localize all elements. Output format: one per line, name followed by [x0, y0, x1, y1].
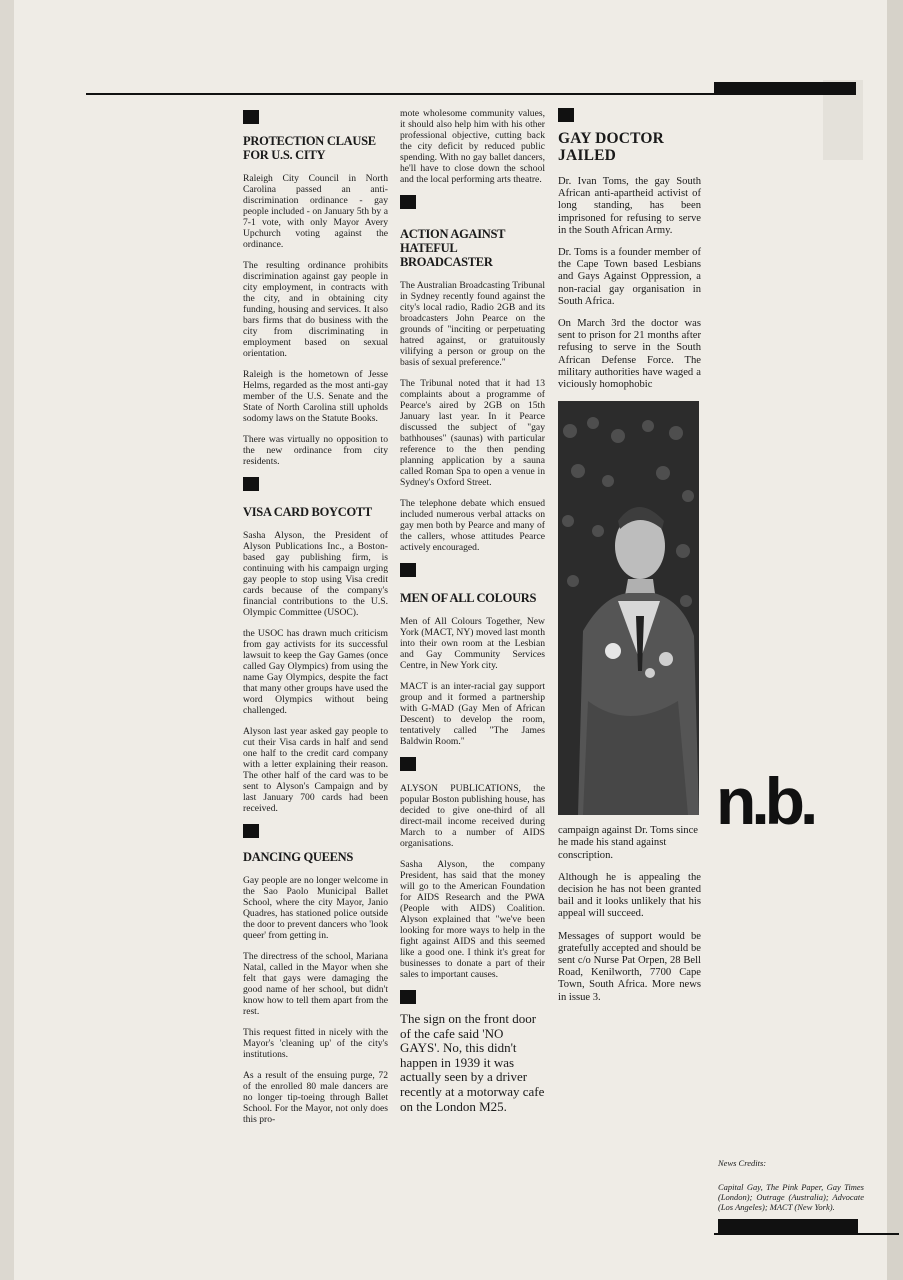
paragraph: Raleigh is the hometown of Jesse Helms, regarded as the most anti-gay member of the U.S. Senate and the State of North Carolina still upholds sodomy laws on the Statute Books. [243, 369, 388, 424]
section-marker [400, 990, 416, 1004]
top-bar [714, 82, 856, 94]
paragraph: On March 3rd the doctor was sent to prison for 21 months after refusing to serve in the South African Defense Force. The military authorities have waged a viciously homophobic [558, 318, 701, 391]
paragraph: Dr. Ivan Toms, the gay South African anti-apartheid activist of long standing, has been imprisoned for refusing to serve in the South African Army. [558, 176, 701, 236]
nb-logo: n.b. [716, 764, 814, 838]
paragraph: This request fitted in nicely with the Mayor's 'cleaning up' of the city's institutions. [243, 1027, 388, 1060]
paragraph: As a result of the ensuing purge, 72 of the enrolled 80 male dancers are no longer tip-toeing through Ballet School. For the Mayor, not only does this pro- [243, 1070, 388, 1125]
closing-paragraph: The sign on the front door of the cafe said 'NO GAYS'. No, this didn't happen in 1939 it was actually seen by a driver recently at a motorway cafe on the London M25. [400, 1011, 545, 1114]
paragraph: Dr. Toms is a founder member of the Cape Town based Lesbians and Gays Against Oppression, a non-racial gay organisation in South Africa. [558, 247, 701, 307]
paragraph: campaign against Dr. Toms since he made his stand against conscription. [558, 825, 698, 861]
section-marker [400, 757, 416, 771]
section-marker [400, 195, 416, 209]
paragraph: The resulting ordinance prohibits discrimination against gay people in city employment, in contracts with the city, and in obtaining city funding, housing and services. It also bars firms that do business with the city from discriminating in employment based on sexual orientation. [243, 260, 388, 359]
paragraph: The Tribunal noted that it had 13 complaints about a programme of Pearce's aired by 2GB on 15th January last year. In it Pearce discussed the subject of "gay bathhouses" (saunas) with particular reference to the then pending planning application by a sauna called Roman Spa to open a venue in Sydney's Oxford Street. [400, 378, 545, 488]
headline-protection-clause: PROTECTION CLAUSE FOR U.S. CITY [243, 134, 376, 162]
news-credits-text: Capital Gay, The Pink Paper, Gay Times (London); Outrage (Australia); Advocate (Los Angeles); MACT (New York). [718, 1182, 864, 1212]
column-2 [400, 108, 545, 1124]
paragraph: mote wholesome community values, it should also help him with his other professional objective, cutting back the city deficit by reduced public spending. With no gay ballet dancers, he'll have to close down the school and the local performing arts theatre. [400, 108, 545, 185]
paragraph: The telephone debate which ensued included numerous verbal attacks on gay men both by Pearce and many of the callers, whose attitudes Pearce actively encouraged. [400, 498, 545, 553]
section-marker [243, 477, 259, 491]
section-marker [400, 563, 416, 577]
paragraph: Raleigh City Council in North Carolina passed an anti-discrimination ordinance - gay people included - on January 5th by a 7-1 vote, with only Mayor Avery Upchurch voting against the ordinance. [243, 173, 388, 250]
paragraph: Sasha Alyson, the company President, has said that the money will go to the American Foundation for AIDS Research and the PWA (People with AIDS) Coalition. Alyson explained that "we've been looking for more ways to help in the fight against AIDS and this seemed like a good one. I think it's great for businesses to donate a part of their sales to important causes. [400, 859, 545, 980]
paragraph: The Australian Broadcasting Tribunal in Sydney recently found against the city's local radio, Radio 2GB and its broadcasters John Pearce on the grounds of "inciting or perpetuating hatred against, or gratuitously vilifying a person or group on the basis of sexual preference." [400, 280, 545, 368]
paragraph: Men of All Colours Together, New York (MACT, NY) moved last month into their own room at the Lesbian and Gay Community Services Centre, in New York city. [400, 616, 545, 671]
headline-visa-card-boycott: VISA CARD BOYCOTT [243, 505, 372, 519]
news-credits [718, 1158, 864, 1212]
headline-dancing-queens: DANCING QUEENS [243, 850, 354, 864]
paragraph: Gay people are no longer welcome in the Sao Paolo Municipal Ballet School, where the city Mayor, Janio Quadres, has stationed police outside the door to prevent dancers who 'look queer' from getting in. [243, 875, 388, 941]
paragraph: ALYSON PUBLICATIONS, the popular Boston publishing house, has decided to give one-third of all direct-mail income received during March to a number of AIDS organisations. [400, 783, 545, 849]
photo-illustration [558, 401, 699, 815]
column-3 [558, 108, 701, 1014]
paragraph: Sasha Alyson, the President of Alyson Publications Inc., a Boston-based gay publishing firm, is continuing with his campaign urging gay people to stop using Visa credit cards because of the company's financial contributions to the U.S. Olympic Committee (USOC). [243, 530, 388, 618]
paragraph: Alyson last year asked gay people to cut their Visa cards in half and send one half to the credit card company with a letter explaining their reason. The other half of the card was to be sent to Alyson's Campaign and by last January 700 cards had been received. [243, 726, 388, 814]
next-page-edge [887, 0, 903, 1280]
bottom-rule [714, 1233, 899, 1235]
section-marker [243, 824, 259, 838]
paragraph: Although he is appealing the decision he has not been granted bail and it looks unlikely that his appeal will succeed. [558, 871, 701, 920]
activist-photo [558, 401, 699, 815]
headline-men-of-all-colours: MEN OF ALL COLOURS [400, 591, 537, 605]
paragraph: There was virtually no opposition to the new ordinance from city residents. [243, 434, 388, 467]
paragraph: the USOC has drawn much criticism from gay activists for its successful lawsuit to keep the Gay Games (once called Gay Olympics) from using the name Gay Olympics, despite the fact that many other groups have used the word Olympics without being challenged. [243, 628, 388, 716]
bottom-bar [718, 1219, 858, 1233]
headline-action-against-broadcaster: ACTION AGAINST HATEFUL BROADCASTER [400, 227, 505, 269]
paragraph: Messages of support would be gratefully accepted and should be sent c/o Nurse Pat Orpen, 28 Bell Road, Kenilworth, 7700 Cape Town, South Africa. More news in issue 3. [558, 930, 701, 1003]
paragraph: The directress of the school, Mariana Natal, called in the Mayor when she felt that gays were damaging the good name of her school, but didn't know how to tell them apart from the rest. [243, 951, 388, 1017]
section-marker [243, 110, 259, 124]
headline-gay-doctor-jailed: GAY DOCTOR JAILED [558, 130, 665, 164]
column-1 [243, 110, 388, 1135]
section-marker [558, 108, 574, 122]
news-credits-label: News Credits: [718, 1158, 767, 1168]
page-gutter-shadow [0, 0, 14, 1280]
paragraph: MACT is an inter-racial gay support group and it formed a partnership with G-MAD (Gay Men of African Descent) to develop the room, tentatively called "The James Baldwin Room." [400, 681, 545, 747]
